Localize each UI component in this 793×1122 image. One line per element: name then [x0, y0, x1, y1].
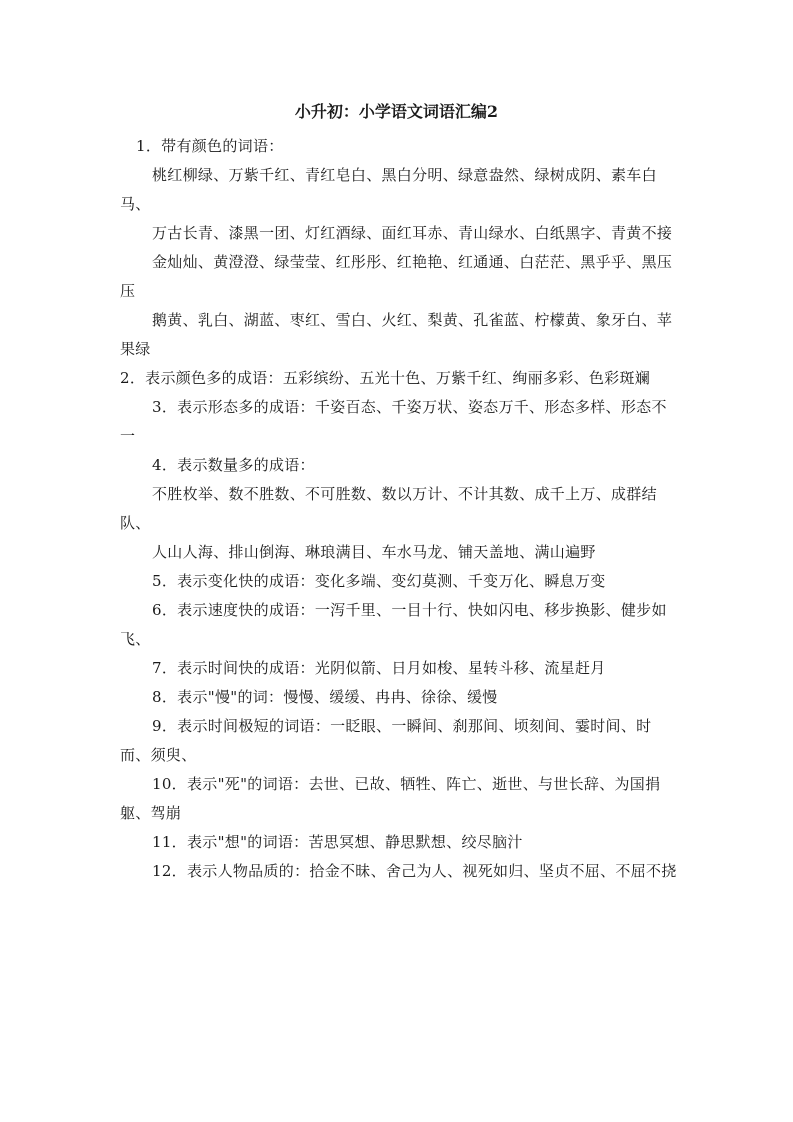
document-body: [120, 132, 680, 886]
section-many-forms: 3．表示形态多的成语：千姿百态、千姿万状、姿态万千、形态多样、形态不一: [120, 398, 667, 445]
section-short-time: 9．表示时间极短的词语：一眨眼、一瞬间、刹那间、顷刻间、霎时间、时而、须臾、: [120, 717, 652, 764]
section-death: 10．表示"死"的词语：去世、已故、牺牲、阵亡、逝世、与世长辞、为国捐躯、驾崩: [120, 775, 661, 822]
paragraph-color-idioms-1: 桃红柳绿、万紫千红、青红皂白、黑白分明、绿意盎然、绿树成阴、素车白马、: [120, 166, 657, 213]
paragraph-quantity-2: 人山人海、排山倒海、琳琅满目、车水马龙、铺天盖地、满山遍野: [152, 543, 596, 561]
paragraph-color-names: 鹅黄、乳白、湖蓝、枣红、雪白、火红、梨黄、孔雀蓝、柠檬黄、象牙白、苹果绿: [120, 311, 673, 358]
page-title: 小升初：小学语文词语汇编2: [294, 102, 499, 121]
section-fast-time: 7．表示时间快的成语：光阴似箭、日月如梭、星转斗移、流星赶月: [152, 659, 606, 677]
section-heading-quantity: 4．表示数量多的成语：: [152, 456, 315, 474]
section-slow: 8．表示"慢"的词：慢慢、缓缓、冉冉、徐徐、缓慢: [152, 688, 498, 706]
paragraph-color-idioms-2: 万古长青、漆黑一团、灯红酒绿、面红耳赤、青山绿水、白纸黑字、青黄不接: [152, 224, 673, 242]
section-fast-speed: 6．表示速度快的成语：一泻千里、一目十行、快如闪电、移步换影、健步如飞、: [120, 601, 667, 648]
section-fast-change: 5．表示变化快的成语：变化多端、变幻莫测、千变万化、瞬息万变: [152, 572, 606, 590]
section-character: 12．表示人物品质的：拾金不昧、舍己为人、视死如归、坚贞不屈、不屈不挠: [152, 862, 677, 880]
section-heading-colors: 1．带有颜色的词语：: [136, 137, 284, 155]
paragraph-quantity-1: 不胜枚举、数不胜数、不可胜数、数以万计、不计其数、成千上万、成群结队、: [120, 485, 657, 532]
section-many-colors: 2．表示颜色多的成语：五彩缤纷、五光十色、万紫千红、绚丽多彩、色彩斑斓: [120, 369, 651, 387]
section-think: 11．表示"想"的词语：苦思冥想、静思默想、绞尽脑汁: [152, 833, 523, 851]
paragraph-color-reduplicated: 金灿灿、黄澄澄、绿莹莹、红彤彤、红艳艳、红通通、白茫茫、黑乎乎、黑压压: [120, 253, 673, 300]
